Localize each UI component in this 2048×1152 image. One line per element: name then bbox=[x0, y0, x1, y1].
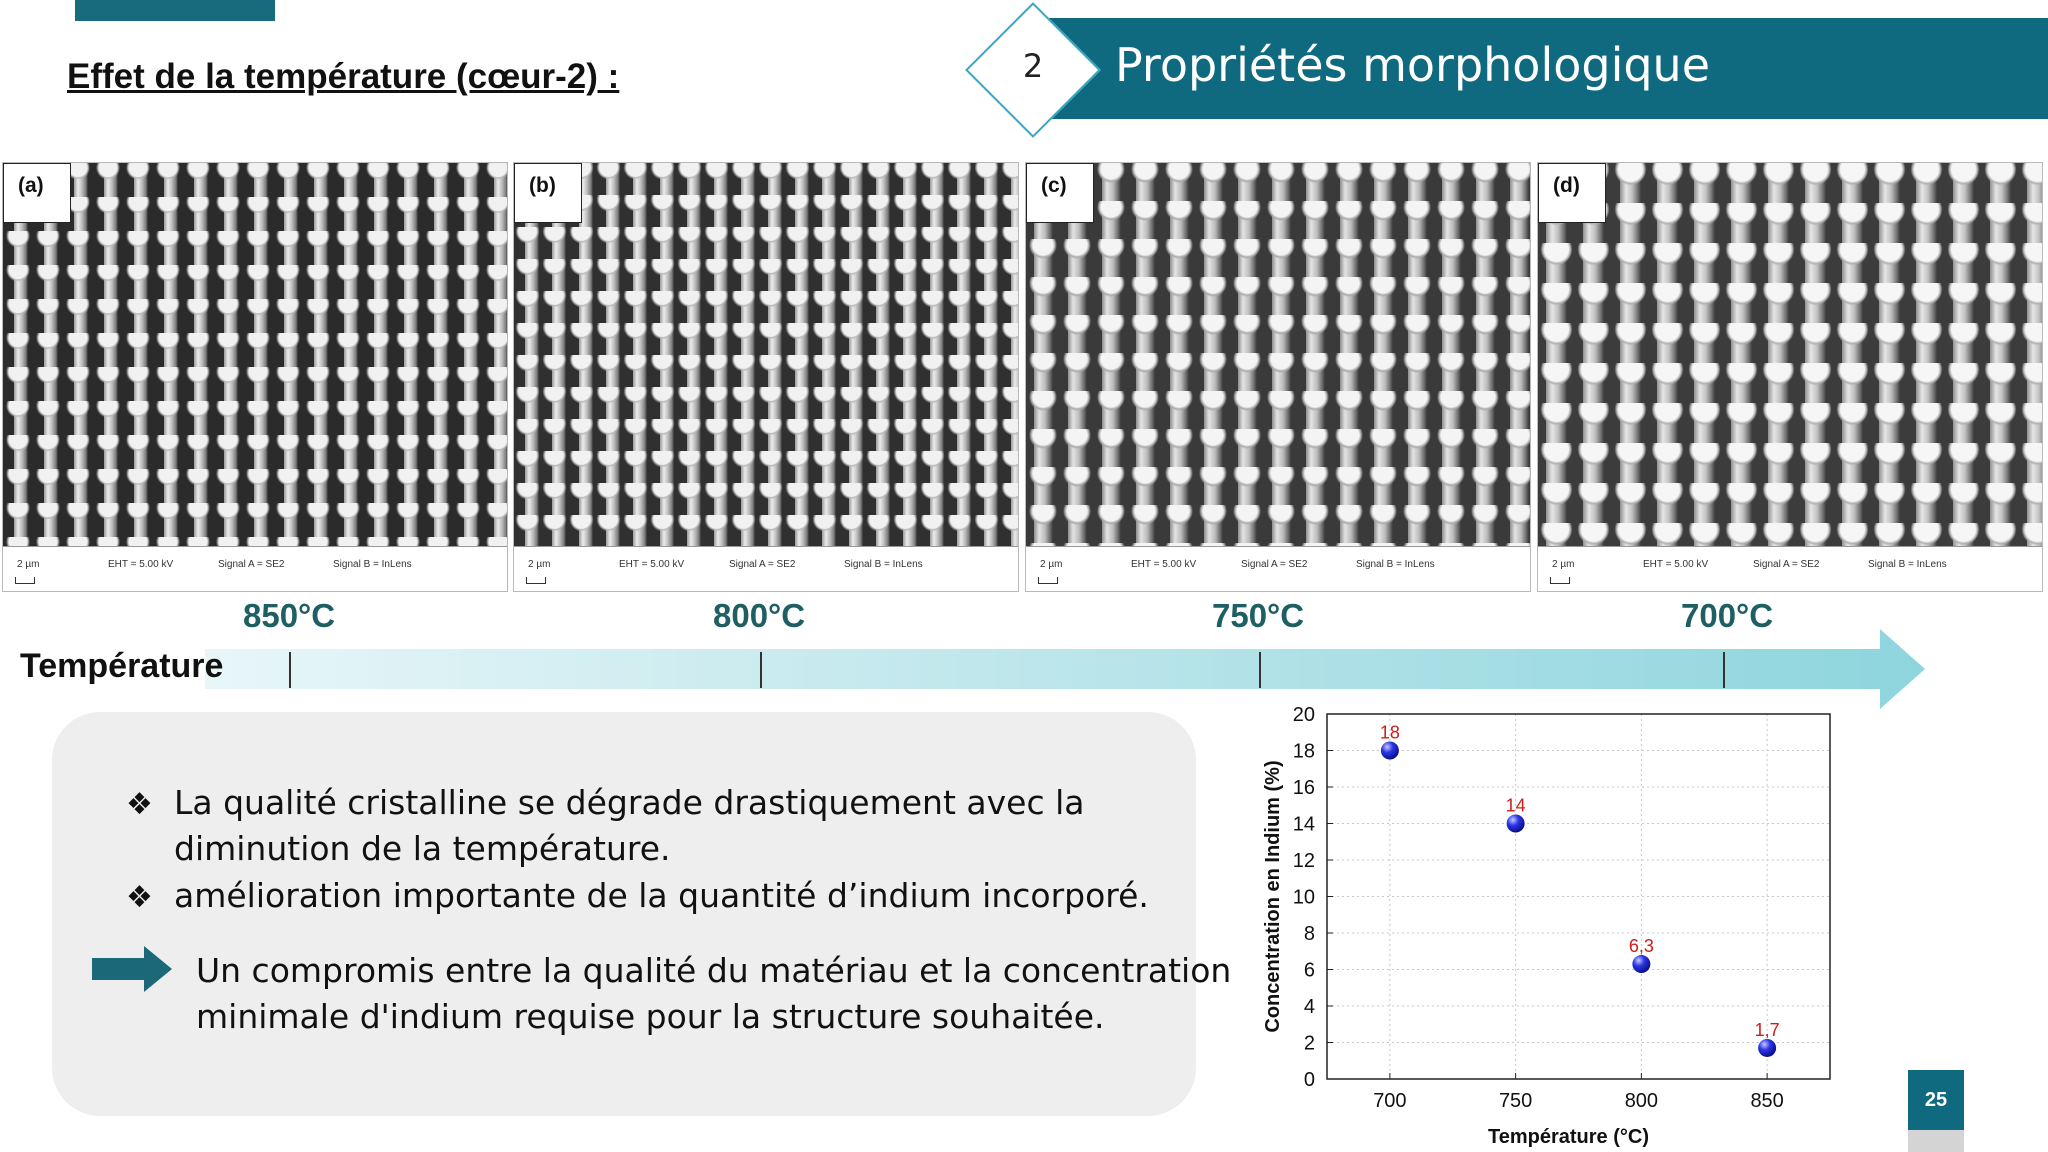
scale-bar-icon bbox=[1550, 577, 1570, 584]
data-point bbox=[1381, 742, 1399, 760]
sem-micrograph bbox=[1026, 163, 1530, 548]
x-axis-label: Température (°C) bbox=[1488, 1126, 1649, 1148]
sem-signal-a: Signal A = SE2 bbox=[1241, 559, 1308, 570]
data-point bbox=[1632, 955, 1650, 973]
slide-number: 25 bbox=[1908, 1070, 1964, 1130]
sem-label: (b) bbox=[514, 163, 582, 223]
sem-scale-label: 2 µm bbox=[17, 559, 40, 570]
y-axis-label: Concentration en Indium (%) bbox=[1262, 760, 1284, 1033]
x-tick-label: 850 bbox=[1750, 1090, 1784, 1112]
sem-signal-b: Signal B = InLens bbox=[1356, 559, 1435, 570]
sem-databar bbox=[3, 546, 507, 591]
section-number: 2 bbox=[1022, 47, 1044, 85]
sem-eht: EHT = 5.00 kV bbox=[619, 559, 685, 570]
sem-label: (d) bbox=[1538, 163, 1606, 223]
arrow-right-icon bbox=[92, 946, 172, 992]
bullet-item bbox=[126, 780, 1084, 872]
y-tick-label: 0 bbox=[1303, 1069, 1315, 1091]
x-tick-label: 750 bbox=[1498, 1090, 1533, 1112]
sem-image-b bbox=[513, 162, 1019, 592]
sem-eht: EHT = 5.00 kV bbox=[108, 559, 174, 570]
sem-signal-a: Signal A = SE2 bbox=[218, 559, 285, 570]
scale-bar-icon bbox=[526, 577, 546, 584]
data-label: 1,7 bbox=[1754, 1019, 1780, 1040]
conclusion-line: Un compromis entre la qualité du matériau et la concentration bbox=[196, 951, 1232, 990]
conclusion-text bbox=[196, 948, 1231, 1040]
x-tick-label: 800 bbox=[1624, 1090, 1659, 1112]
sem-scale-label: 2 µm bbox=[1552, 559, 1575, 570]
section-title: Propriétés morphologique bbox=[1115, 38, 1711, 92]
axis-tick bbox=[760, 652, 762, 688]
sem-signal-a: Signal A = SE2 bbox=[1753, 559, 1820, 570]
diamond-bullet-icon: ❖ bbox=[126, 880, 153, 915]
conclusion-line: minimale d'indium requise pour la structure souhaitée. bbox=[196, 997, 1105, 1036]
indium-concentration-chart bbox=[1250, 700, 1850, 1152]
y-tick-label: 14 bbox=[1292, 813, 1315, 836]
sem-image-a bbox=[2, 162, 508, 592]
axis-tick bbox=[1259, 652, 1261, 688]
top-accent-bar bbox=[75, 0, 275, 21]
sem-signal-a: Signal A = SE2 bbox=[729, 559, 796, 570]
y-tick-label: 12 bbox=[1292, 850, 1315, 872]
diamond-bullet-icon: ❖ bbox=[126, 787, 153, 822]
slide-number-tab bbox=[1908, 1130, 1964, 1152]
temperature-axis-title: Température bbox=[20, 647, 224, 685]
data-label: 14 bbox=[1505, 795, 1526, 816]
sem-image-c bbox=[1025, 162, 1531, 592]
temperature-label: 800°C bbox=[713, 597, 806, 634]
y-tick-label: 10 bbox=[1292, 886, 1315, 909]
sem-databar bbox=[1538, 546, 2042, 591]
x-tick-label: 700 bbox=[1373, 1090, 1407, 1112]
bullet-line: diminution de la température. bbox=[174, 829, 671, 868]
temperature-label: 700°C bbox=[1681, 597, 1774, 634]
data-point bbox=[1507, 815, 1525, 833]
sem-label: (a) bbox=[3, 163, 71, 223]
scale-bar-icon bbox=[1038, 577, 1058, 584]
sem-scale-label: 2 µm bbox=[528, 559, 551, 570]
axis-tick bbox=[1723, 652, 1725, 688]
page-title: Effet de la température (cœur-2) : bbox=[67, 57, 620, 96]
bullet-line: La qualité cristalline se dégrade drastiquement avec la bbox=[174, 783, 1085, 822]
sem-signal-b: Signal B = InLens bbox=[844, 559, 923, 570]
y-tick-label: 16 bbox=[1292, 777, 1315, 799]
data-label: 18 bbox=[1379, 722, 1400, 743]
temperature-arrow bbox=[205, 629, 1925, 709]
sem-eht: EHT = 5.00 kV bbox=[1643, 559, 1709, 570]
sem-label: (c) bbox=[1026, 163, 1094, 223]
sem-signal-b: Signal B = InLens bbox=[333, 559, 412, 570]
y-tick-label: 6 bbox=[1303, 959, 1315, 982]
sem-micrograph bbox=[514, 163, 1018, 548]
bullet-line: amélioration importante de la quantité d’indium incorporé. bbox=[174, 876, 1149, 915]
data-label: 6,3 bbox=[1628, 936, 1654, 957]
data-point bbox=[1758, 1039, 1776, 1057]
temperature-label: 750°C bbox=[1212, 597, 1305, 634]
bullet-item bbox=[126, 873, 1149, 921]
sem-databar bbox=[1026, 546, 1530, 591]
y-tick-label: 18 bbox=[1292, 740, 1315, 763]
temperature-label: 850°C bbox=[243, 597, 336, 634]
y-tick-label: 4 bbox=[1303, 996, 1315, 1018]
sem-eht: EHT = 5.00 kV bbox=[1131, 559, 1197, 570]
sem-scale-label: 2 µm bbox=[1040, 559, 1063, 570]
sem-image-d bbox=[1537, 162, 2043, 592]
scale-bar-icon bbox=[15, 577, 35, 584]
sem-databar bbox=[514, 546, 1018, 591]
sem-micrograph bbox=[3, 163, 507, 548]
y-tick-label: 2 bbox=[1303, 1032, 1315, 1055]
y-tick-label: 8 bbox=[1303, 923, 1315, 945]
axis-tick bbox=[289, 652, 291, 688]
sem-micrograph bbox=[1538, 163, 2042, 548]
sem-signal-b: Signal B = InLens bbox=[1868, 559, 1947, 570]
y-tick-label: 20 bbox=[1292, 704, 1315, 726]
